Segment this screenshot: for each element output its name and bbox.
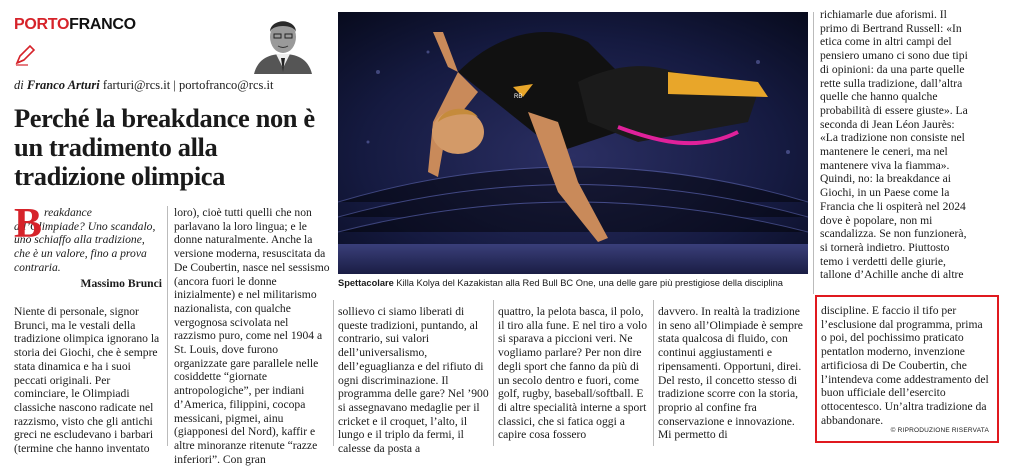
body-column-4: quattro, la pelota basca, il polo, il tiro alla fune. E nel tiro a volo si sparava a piccioni veri. Ne vogliamo parlare? Per non dire degli sport che fanno da più di un secolo dentro e fuori, come golf, rugby, baseball/softball. E di altre specialità interne a sport classici, che si fatica oggi a capire cosa fossero (498, 305, 648, 442)
body-column-6 (820, 8, 970, 282)
drop-cap: B (14, 201, 43, 247)
column-brand (14, 16, 136, 34)
column-email: portofranco@rcs.it (178, 78, 274, 92)
caption-text: Killa Kolya del Kazakistan alla Red Bull BC One, una delle gare più prestigiose della disciplina (396, 278, 783, 288)
jersey-logo: RB (514, 94, 523, 100)
body-column-5: davvero. In realtà la tradizione in seno all’Olimpiade è sempre stata qualcosa di fluido, con continui aggiustamenti e ripensamenti. Opportuni, direi. Del resto, il concetto stesso di tradizione scorre con la storia, proprio al confine fra conservazione e innovazione. Mi permetto di (658, 305, 803, 442)
author-name: Franco Arturi (26, 78, 100, 92)
reader-letter (14, 201, 162, 290)
body-column-2: loro), cioè tutti quelli che non parlavano la loro lingua; e le donne naturalmente. Anche la versione moderna, resuscitata da De Coubertin, nasce nel sessismo (ancora fuori le donne inizialmente) e nel militarismo nazionalista, con qualche vergognosa scivolata nel razzismo puro, come nel 1904 a St. Louis, dove furono organizzate gare parallele nelle cosiddette “giornate antropologiche”, per indiani d’America, filippini, cocopa messicani, pigmei, ainu (giapponesi del Nord), kaffir e altre minoranze ritenute “razze inferiori”. Con gran (174, 206, 330, 466)
photo-caption (338, 278, 818, 288)
body-column-1: Niente di personale, signor Brunci, ma le vestali della tradizione olimpica ignorano la storia dei Giochi, che è sempre stata dinamica e ha i suoi peccati originali. Per cominciare, le Olimpiadi classiche nascono radicate nel razzismo, visto che gli antichi greci ne escludevano i barbari (termine che hanno inventato (14, 305, 160, 456)
column-rule (493, 300, 494, 446)
highlighted-passage (815, 295, 999, 443)
reader-letter-text: reakdance all’Olimpiade? Uno scandalo, uno schiaffo alla tradizione, che è un valore, fino a prova contraria. (14, 206, 156, 274)
brand-part2: FRANCO (69, 16, 136, 33)
byline-separator: | (173, 78, 176, 92)
column-rule (167, 206, 168, 446)
author-email: farturi@rcs.it (102, 78, 171, 92)
reader-letter-author: Massimo Brunci (80, 276, 162, 290)
byline-prefix: di (14, 78, 24, 92)
body-column-3: sollievo ci siamo liberati di queste tradizioni, puntando, al contrario, sui valori dell’universalismo, dell’eguaglianza e del rifiuto di ogni discriminazione. Il programma delle gare? Nel ’900 si assegnavano medaglie per il cricket e il croquet, l’alto, il lungo e il triplo da fermi, il calesse da posta a (338, 305, 489, 456)
headline: Perché la breakdance non è un tradimento alla tradizione olimpica (14, 103, 315, 191)
body-column-6-top: richiamarle due aforismi. Il primo di Bertrand Russell: «In etica come in altri campi del pensiero umano ci sono due tipi di opinioni: da una parte quelle rette sulla tradizione, dall’altra quelle che hanno qualche probabilità di essere giuste». La seconda di Jean Léon Jaurès: «La tradizione non consiste nel mantenere le ceneri, ma nel mantenere viva la fiamma». Quindi, no: la breakdance ai Giochi, in un Paese come la Francia che li ospiterà nel 2024 dove è popolare, non mi scandalizza. Se non funzionerà, si tornerà indietro. Piuttosto temo i verdetti delle giurie, tallone d’Achille anche di altre (820, 8, 968, 282)
column-rule (653, 300, 654, 446)
caption-label: Spettacolare (338, 278, 394, 288)
brand-part1: PORTO (14, 16, 70, 33)
author-portrait (248, 12, 318, 74)
byline (14, 78, 273, 93)
copyright-notice: © RIPRODUZIONE RISERVATA (890, 427, 989, 434)
article-photo (338, 12, 808, 274)
body-column-6-bottom: discipline. E faccio il tifo per l’esclusione dal programma, prima o poi, del pochissimo praticato pentatlon moderno, invenzione artificiosa di De Coubertin, che l’intendeva come addestramento del buon ufficiale dell’esercito ottocentesco. Un’altra tradizione da abbandonare. (821, 304, 989, 427)
pen-icon (14, 44, 36, 66)
column-rule (333, 300, 334, 446)
column-rule (813, 12, 814, 294)
